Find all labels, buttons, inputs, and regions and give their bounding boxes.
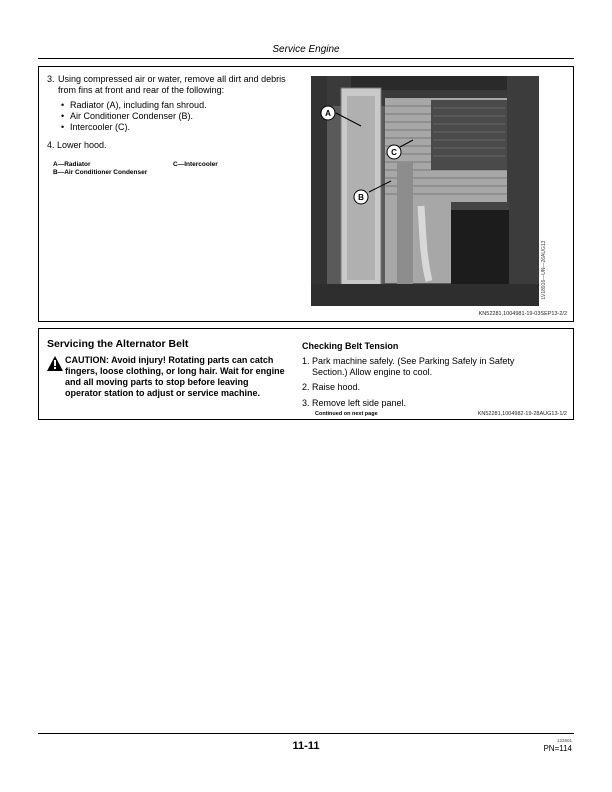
list-item-intercooler: • Intercooler (C). bbox=[61, 122, 207, 133]
legend-c: C—Intercooler bbox=[173, 161, 218, 168]
cleaning-section bbox=[38, 66, 574, 322]
caution-line-1: CAUTION: Avoid injury! Rotating parts can catch bbox=[65, 355, 274, 365]
section-2-ref-code: KN52281,1004982-19-28AUG13-1/2 bbox=[477, 411, 567, 417]
header-rule bbox=[38, 58, 574, 59]
belt-step-3-text: Remove left side panel. bbox=[312, 398, 407, 408]
footer-small-code: 122601 bbox=[556, 738, 572, 743]
legend-b: B—Air Conditioner Condenser bbox=[53, 169, 148, 176]
warning-triangle-icon bbox=[47, 356, 63, 371]
belt-step-1-line-2: Section.) Allow engine to cool. bbox=[312, 367, 433, 377]
step-3-number: 3. bbox=[47, 74, 55, 84]
belt-step-3-number: 3. bbox=[302, 398, 310, 408]
continued-note: Continued on next page bbox=[315, 411, 378, 417]
radiator-photo bbox=[311, 76, 539, 306]
step-3-line-1: Using compressed air or water, remove all dirt and debris bbox=[58, 74, 286, 84]
list-item-condenser: • Air Conditioner Condenser (B). bbox=[61, 111, 207, 122]
caution-text bbox=[65, 355, 293, 399]
step-3-line-2: from fins at front and rear of the following: bbox=[58, 85, 225, 95]
belt-step-2-number: 2. bbox=[302, 382, 310, 392]
callout-c: C bbox=[391, 148, 397, 157]
legend-a: A—Radiator bbox=[53, 161, 91, 168]
figure-reference bbox=[539, 235, 549, 305]
page-header: Service Engine bbox=[272, 44, 340, 55]
callout-b: B bbox=[358, 193, 364, 202]
page-number: 11-11 bbox=[292, 740, 320, 752]
list-item-radiator: • Radiator (A), including fan shroud. bbox=[61, 100, 207, 111]
belt-step-2-text: Raise hood. bbox=[312, 382, 361, 392]
footer-rule bbox=[38, 733, 574, 734]
belt-step-1-line-1: Park machine safely. (See Parking Safely in Safety bbox=[312, 356, 515, 366]
caution-line-2: fingers, loose clothing, or long hair. Wait for engine bbox=[65, 366, 285, 376]
alternator-belt-section bbox=[38, 328, 574, 420]
section-1-ref-code: KN52281,1004981-19-03SEP13-2/2 bbox=[478, 311, 567, 317]
step-4-text: Lower hood. bbox=[57, 140, 107, 150]
cleaning-list bbox=[61, 100, 207, 133]
caution-line-4: operator station to adjust or service machine. bbox=[65, 388, 261, 398]
step-4-number: 4. bbox=[47, 140, 55, 150]
footer-pn: PN=114 bbox=[543, 744, 572, 753]
callout-a: A bbox=[325, 109, 331, 118]
caution-line-3: and all moving parts to stop before leaving bbox=[65, 377, 249, 387]
checking-belt-tension-heading: Checking Belt Tension bbox=[302, 341, 399, 351]
figure-reference-text: LV18916—UN—26AUG13 bbox=[541, 240, 547, 300]
section-title: Servicing the Alternator Belt bbox=[47, 338, 189, 350]
belt-step-1-number: 1. bbox=[302, 356, 310, 366]
